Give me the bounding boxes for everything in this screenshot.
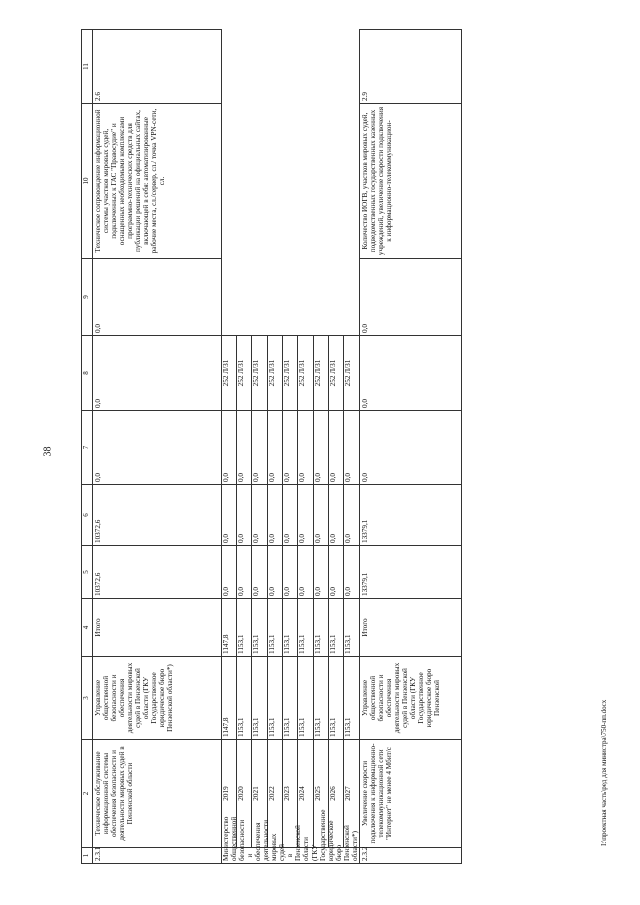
year-row	[298, 30, 313, 864]
col-header-10: 10	[82, 104, 93, 259]
value-cell: 1153,1	[344, 599, 359, 657]
page-number: 38	[42, 446, 54, 457]
value-cell: 0,0	[359, 259, 461, 336]
header-row	[82, 30, 93, 864]
year-cell: 2022	[267, 740, 282, 848]
year-row	[252, 30, 267, 864]
year-row	[267, 30, 282, 864]
value-cell: 1153,1	[267, 599, 282, 657]
indicator-value-cell: 252 Л/31	[329, 336, 344, 411]
value-cell: 0,0	[267, 485, 282, 546]
table-row	[92, 30, 221, 864]
value-cell: 0,0	[221, 485, 236, 546]
value-cell: 0,0	[252, 546, 267, 599]
col-header-9: 9	[82, 259, 93, 336]
value-cell: 1153,1	[252, 599, 267, 657]
value-cell: 0,0	[344, 546, 359, 599]
col-header-2: 2	[82, 740, 93, 848]
value-cell: 0,0	[298, 546, 313, 599]
year-row	[313, 30, 328, 864]
col-header-4: 4	[82, 599, 93, 657]
value-cell: 1153,1	[267, 657, 282, 740]
indicator-value-cell: 252 Л/31	[344, 336, 359, 411]
value-cell: 0,0	[329, 546, 344, 599]
value-cell: 0,0	[313, 546, 328, 599]
indicator-value-cell: 252 Л/31	[237, 336, 252, 411]
value-cell: 0,0	[283, 485, 298, 546]
indicator-value-cell: 252 Л/31	[283, 336, 298, 411]
value-cell: 0,0	[221, 411, 236, 485]
value-cell: 0,0	[252, 411, 267, 485]
value-cell: 1153,1	[252, 657, 267, 740]
col-header-11: 11	[82, 30, 93, 104]
table-row	[359, 30, 461, 864]
value-cell: 0,0	[237, 485, 252, 546]
col-header-6: 6	[82, 485, 93, 546]
value-cell: 0,0	[329, 485, 344, 546]
executor-cell: Управление общественной безопасности и обеспечения деятельности мировых судей в Пензенской области (ГКУ Государственное юридическое бюро Пензенской	[359, 657, 461, 740]
year-row	[237, 30, 252, 864]
col-header-5: 5	[82, 546, 93, 599]
period-cell: Итого	[92, 599, 221, 657]
value-cell: 0,0	[283, 546, 298, 599]
indicator-value-cell: 252 Л/31	[221, 336, 236, 411]
indicator-cell: Количество ИОГВ, участков мировых судей, подведомственных государственных казенных учреждений, увеличение скорости подключения к информационно-телекоммуникацион-	[359, 104, 461, 259]
value-cell: 1153,1	[344, 657, 359, 740]
value-cell: 0,0	[267, 411, 282, 485]
value-cell: 1147,8	[221, 599, 236, 657]
year-row	[221, 30, 236, 864]
indicator-value-cell: 252 Л/31	[298, 336, 313, 411]
value-cell: 1153,1	[283, 657, 298, 740]
col-header-8: 8	[82, 336, 93, 411]
year-cell: 2025	[313, 740, 328, 848]
value-cell: 0,0	[237, 546, 252, 599]
value-cell: 0,0	[298, 411, 313, 485]
col-header-7: 7	[82, 411, 93, 485]
activity-title: Техническое обслуживание информационной системы обеспечения безопасности и деятельности мировых судей в Пензенской области	[92, 740, 221, 848]
value-cell: 0,0	[92, 259, 221, 336]
value-cell: 1153,1	[237, 657, 252, 740]
value-cell: 0,0	[252, 485, 267, 546]
value-cell: 0,0	[313, 485, 328, 546]
rotated-table-container	[81, 30, 599, 864]
executor-cell: Управление общественной безопасности и обеспечения деятельности мировых судей в Пензенской области (ГКУ Государственное юридическое бюро Пензенской области*)	[92, 657, 221, 740]
period-cell: Итого	[359, 599, 461, 657]
value-cell: 0,0	[344, 485, 359, 546]
value-cell: 1153,1	[329, 657, 344, 740]
col-header-3: 3	[82, 657, 93, 740]
year-row	[344, 30, 359, 864]
value-cell: 13379,1	[359, 546, 461, 599]
value-cell: 0,0	[298, 485, 313, 546]
value-cell: 10372,6	[92, 485, 221, 546]
value-cell: 0,0	[92, 336, 221, 411]
indicator-value-cell: 252 Л/31	[313, 336, 328, 411]
year-cell: 2024	[298, 740, 313, 848]
value-cell: 0,0	[359, 336, 461, 411]
value-cell: 1153,1	[298, 657, 313, 740]
program-activities-table	[81, 29, 462, 864]
executor-cell: Министерство общественной безопасности и обеспечения деятельности мировых судей в Пензенской области (ГКУ Государственное юридическое бюро Пензенской области*)	[221, 848, 359, 864]
code-cell: 2.6	[92, 30, 221, 104]
value-cell: 0,0	[283, 411, 298, 485]
row-number: 2.3.1	[92, 848, 221, 864]
indicator-value-cell: 252 Л/31	[252, 336, 267, 411]
row-number: 2.3.2	[359, 848, 461, 864]
value-cell: 0,0	[359, 411, 461, 485]
value-cell: 1153,1	[313, 657, 328, 740]
value-cell: 0,0	[221, 546, 236, 599]
year-cell: 2023	[283, 740, 298, 848]
value-cell: 0,0	[237, 411, 252, 485]
year-cell: 2021	[252, 740, 267, 848]
value-cell: 0,0	[313, 411, 328, 485]
value-cell: 1153,1	[329, 599, 344, 657]
value-cell: 1153,1	[237, 599, 252, 657]
value-cell: 10372,6	[92, 546, 221, 599]
value-cell: 1153,1	[298, 599, 313, 657]
value-cell: 1147,8	[221, 657, 236, 740]
value-cell: 0,0	[92, 411, 221, 485]
code-cell: 2.9	[359, 30, 461, 104]
value-cell: 1153,1	[313, 599, 328, 657]
year-cell: 2026	[329, 740, 344, 848]
indicator-cell: Техническое сопровождение информационной системы участков мировых судей, подключенных к ГАС "Правосудие" и оснащенных необходимыми комплексами программно-технических средств для публикации решений на официальных сайтах, включающей в себя: автоматизированные рабочие места, сл./сервер, сл./ точка VPN-сети, сл.	[92, 104, 221, 259]
year-cell: 2020	[237, 740, 252, 848]
indicator-value-cell: 252 Л/31	[267, 336, 282, 411]
year-cell: 2019	[221, 740, 236, 848]
footer-file-path: I:\проектная часть\ред для министра\750-пп.docx	[600, 699, 608, 846]
year-cell: 2027	[344, 740, 359, 848]
value-cell: 0,0	[344, 411, 359, 485]
value-cell: 0,0	[329, 411, 344, 485]
year-row	[329, 30, 344, 864]
value-cell: 1153,1	[283, 599, 298, 657]
activity-title: Увеличение скорости подключения к информационно-телекоммуникационной сети "Интернет" не менее 4 Мбит/с	[359, 740, 461, 848]
value-cell: 0,0	[267, 546, 282, 599]
col-header-1: 1	[82, 848, 93, 864]
value-cell: 13379,1	[359, 485, 461, 546]
year-row	[283, 30, 298, 864]
